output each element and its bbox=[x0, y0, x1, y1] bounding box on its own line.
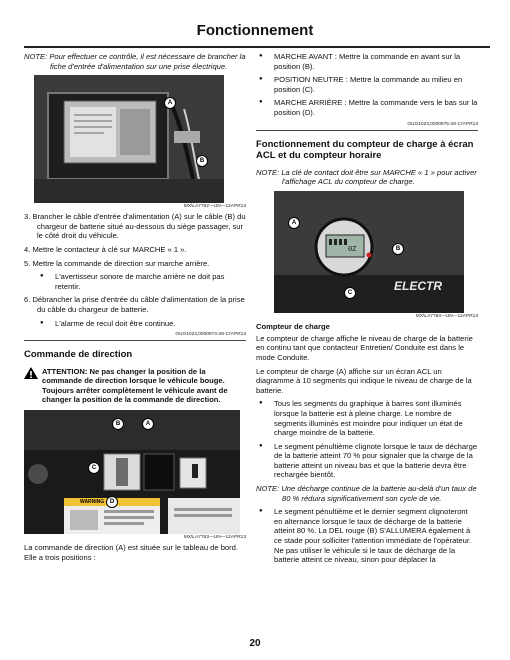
callout-c: C bbox=[344, 287, 356, 299]
section-ref: OUO1023,0000974-28-17APR13 bbox=[175, 332, 246, 338]
callout-b: B bbox=[196, 155, 208, 167]
heading-compteur: Fonctionnement du compteur de charge à écran ACL et du compteur horaire bbox=[256, 138, 474, 162]
charge-meter-illustration bbox=[274, 191, 464, 313]
step-3: 3. Brancher le câble d'entrée d'alimentation (A) sur le câble (B) du chargeur de batterie situé au-dessous du siège passager, sur le côté droit du véhicule. bbox=[24, 212, 246, 241]
right-column bbox=[256, 52, 478, 569]
callout-b: B bbox=[392, 243, 404, 255]
warning-label: WARNING bbox=[80, 499, 105, 505]
attention-text: ATTENTION: Ne pas changer la position de la commande de direction lorsque le véhicule bouge. Toujours arrêter complètement le véhicule avant de changer la position de la commande de direction. bbox=[42, 366, 228, 405]
direction-text: La commande de direction (A) est située sur le tableau de bord. Elle a trois positions : bbox=[24, 543, 239, 562]
bullet-last-segment: ● Le segment pénultième et le dernier segment clignoteront en alternance lorsque le taux de décharge de la batterie atteint 80 %. La DEL rouge (B) S'ALLUMERA également à ce stade pour solliciter l'attention immédiate de l'opérateur. Ne pas utiliser le véhicule si le taux de décharge de la batterie atteint ce niveau, sinon pour déplacer la bbox=[256, 507, 478, 565]
note-key-switch: NOTE: La clé de contact doit être sur MARCHE « 1 » pour activer l'affichage ACL du compteur de charge. bbox=[256, 167, 477, 187]
bullet-marche-arriere: ● MARCHE ARRIÈRE : Mettre la commande vers le bas sur la position (D). bbox=[256, 98, 478, 117]
bullet-position-neutre: ● POSITION NEUTRE : Mettre la commande au milieu en position (C). bbox=[256, 75, 478, 94]
callout-c: C bbox=[88, 462, 100, 474]
section-divider bbox=[256, 130, 478, 131]
callout-b: B bbox=[112, 418, 124, 430]
charger-cable-illustration bbox=[34, 75, 224, 203]
step-6-bullet: ● L'alarme de recul doit être continue. bbox=[37, 319, 246, 329]
dashboard-direction-illustration bbox=[24, 410, 240, 534]
heading-direction: Commande de direction bbox=[24, 349, 133, 361]
left-column bbox=[24, 52, 246, 566]
callout-a: A bbox=[142, 418, 154, 430]
step-4: 4. Mettre le contacteur à clé sur MARCHE « 1 ». bbox=[24, 244, 187, 254]
heading-compteur-charge: Compteur de charge bbox=[256, 321, 330, 331]
step-5-bullet: ● L'avertisseur sonore de marche arrière ne doit pas retentir. bbox=[37, 272, 246, 291]
callout-d: D bbox=[106, 496, 118, 508]
title-rule bbox=[24, 46, 490, 48]
figure-ref: MX\LA7762—UN—12APR13 bbox=[183, 204, 246, 210]
brand-text: ELECTR bbox=[394, 278, 442, 293]
note-continuous-discharge: NOTE: Une décharge continue de la batterie au-delà d'un taux de 80 % réduira significativement son cycle de vie. bbox=[256, 484, 477, 503]
paragraph-lcd-segments: Le compteur de charge (A) affiche sur un écran ACL un diagramme à 10 segments qui indique le niveau de charge de la batterie. bbox=[256, 366, 472, 395]
bullet-penultimate-segment: ● Le segment pénultième clignote lorsque le taux de décharge de la batterie atteint 70 % pour signaler que la charge de la batterie atteint un niveau bas et que la batterie devra être rechargée bientôt. bbox=[256, 442, 478, 480]
page-title: Fonctionnement bbox=[196, 22, 314, 39]
step-6: 6. Débrancher la prise d'entrée du câble d'alimentation de la prise du câble du chargeur de batterie. bbox=[24, 295, 245, 314]
dashboard-direction-photo bbox=[24, 410, 240, 534]
section-ref: OUO1023,0000975-28-17APR13 bbox=[407, 121, 478, 127]
figure-ref: MX\LA7763—UN—12APR13 bbox=[183, 535, 246, 540]
attention-block bbox=[24, 367, 246, 405]
warning-triangle-icon bbox=[24, 367, 38, 379]
paragraph-charge-display: Le compteur de charge affiche le niveau de charge de la batterie en continu tant que contacteur Entretien/ Conduite est dans le mode Conduite. bbox=[256, 333, 473, 362]
bullet-all-segments: ● Tous les segments du graphique à barres sont illuminés lorsque la batterie est à pleine charge. Le nombre de segments illuminés est moindre pour indiquer un état de charge moindre de la batterie. bbox=[256, 399, 478, 437]
charger-cable-photo bbox=[34, 75, 224, 203]
lcd-readout: 0Z bbox=[348, 245, 357, 254]
step-5: 5. Mettre la commande de direction sur marche arrière. bbox=[24, 258, 210, 268]
section-divider bbox=[24, 340, 246, 341]
figure-ref: MX\LA7764—UN—12APR13 bbox=[415, 313, 478, 319]
page-number: 20 bbox=[249, 638, 261, 649]
callout-a: A bbox=[164, 97, 176, 109]
bullet-marche-avant: ● MARCHE AVANT : Mettre la commande en avant sur la position (B). bbox=[256, 52, 478, 71]
charge-meter-photo bbox=[274, 191, 464, 313]
callout-a: A bbox=[288, 217, 300, 229]
note-power-plug: NOTE: Pour effectuer ce contrôle, il est nécessaire de brancher la fiche d'entrée d'alimentation sur une prise électrique. bbox=[24, 52, 246, 71]
